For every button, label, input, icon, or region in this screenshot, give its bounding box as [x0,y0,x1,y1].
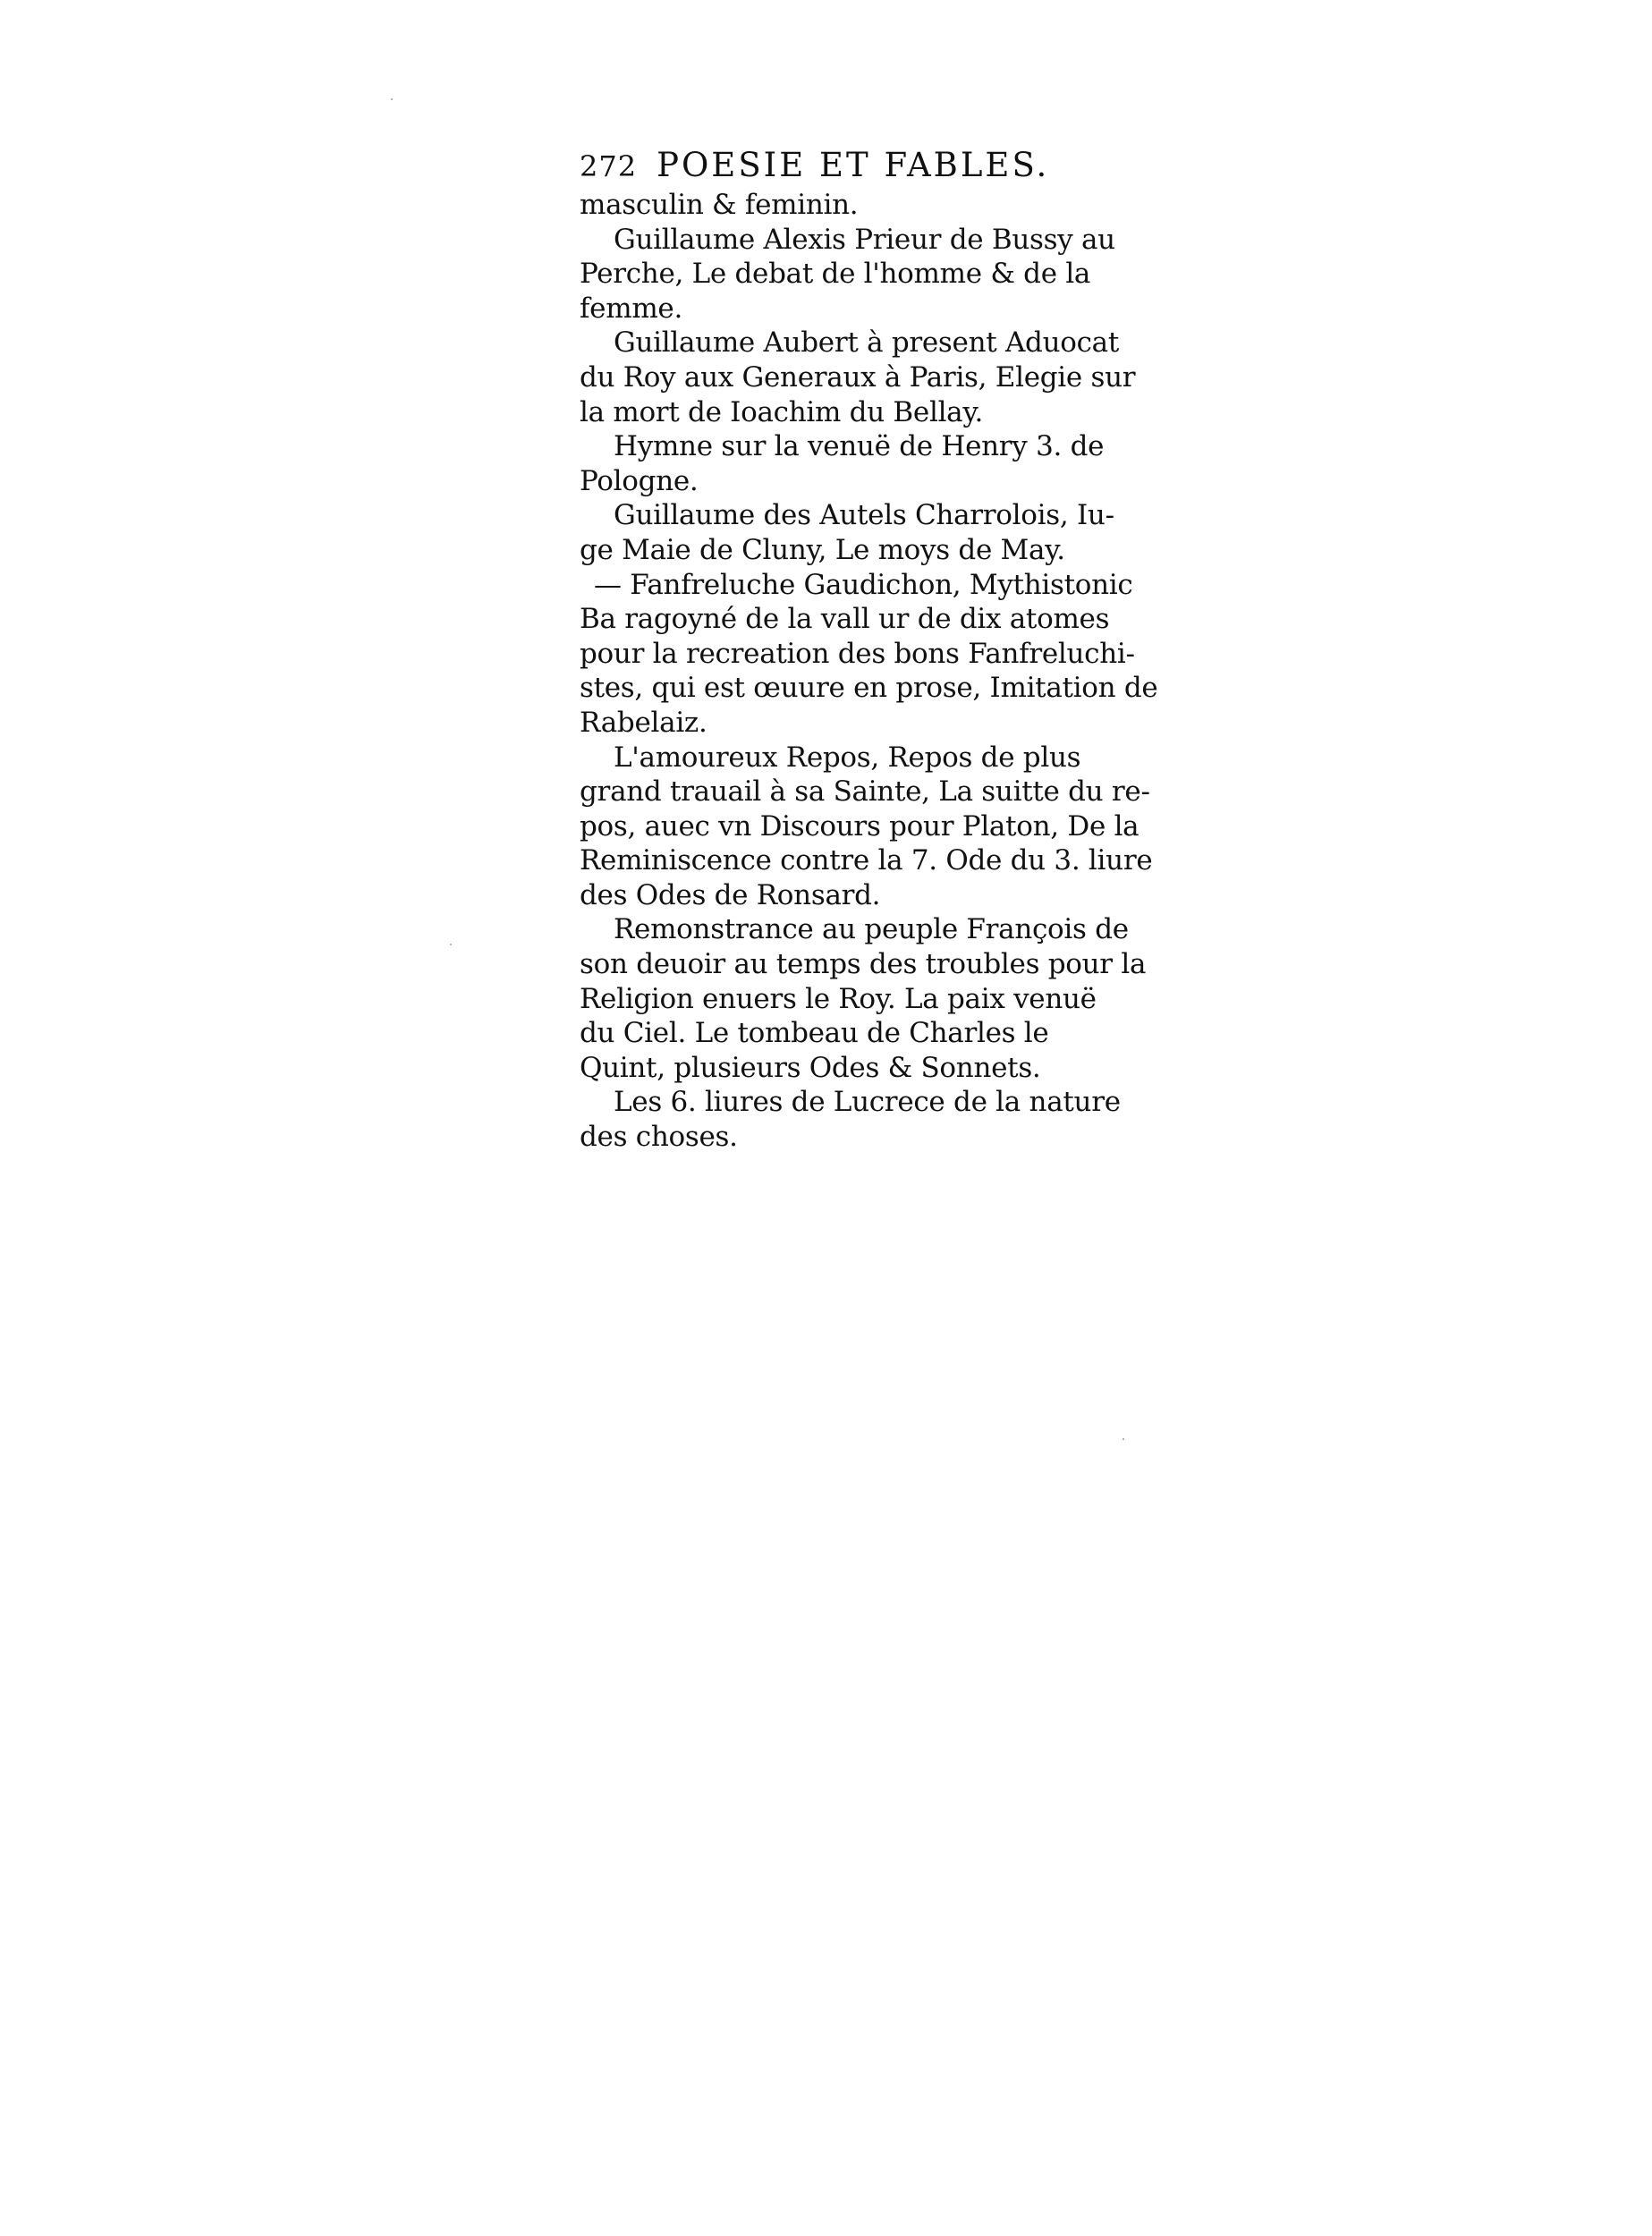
text-line: Les 6. liures de Lucrece de la nature [614,1086,1121,1119]
text-line: son deuoir au temps des troubles pour la [580,948,1147,981]
text-line: Religion enuers le Roy. La paix venuë [580,982,1097,1015]
running-title: POESIE ET FABLES. [657,146,1050,184]
text-line: la mort de Ioachim du Bellay. [580,395,984,428]
text-line: Guillaume Alexis Prieur de Bussy au [614,223,1115,256]
text-line: Remonstrance au peuple François de [614,913,1129,946]
text-line: grand trauail à sa Sainte, La suitte du re- [580,775,1150,809]
text-line: L'amoureux Repos, Repos de plus [614,741,1081,774]
paper-speck [1123,1438,1124,1440]
running-head [580,143,1116,188]
text-line: — Fanfreluche Gaudichon, Mythistonic [594,568,1133,601]
text-line: Guillaume Aubert à present Aduocat [614,326,1120,360]
text-line: Perche, Le debat de l'homme & de la [580,258,1091,291]
text-line: masculin & feminin. [580,189,859,221]
text-line: Pologne. [580,464,699,497]
text-line: femme. [580,292,683,325]
text-line: Hymne sur la venuë de Henry 3. de [614,430,1105,463]
text-line: des Odes de Ronsard. [580,878,881,911]
text-line: du Roy aux Generaux à Paris, Elegie sur [580,360,1136,394]
text-line: stes, qui est œuure en prose, Imitation de [580,672,1158,705]
text-line: Rabelaiz. [580,706,707,739]
text-line: pour la recreation des bons Fanfreluchi- [580,637,1135,670]
text-block [580,143,1158,1155]
page-number: 272 [580,149,638,183]
text-line: ge Maie de Cluny, Le moys de May. [580,533,1065,566]
text-line: des choses. [580,1121,738,1154]
text-line: Quint, plusieurs Odes & Sonnets. [580,1051,1041,1084]
text-line: pos, auec vn Discours pour Platon, De la [580,809,1139,843]
text-line: du Ciel. Le tombeau de Charles le [580,1017,1049,1050]
paper-speck [391,98,393,100]
paper-speck [450,944,452,945]
text-line: Ba ragoyné de la vall ur de dix atomes [580,603,1110,636]
text-line: Guillaume des Autels Charrolois, Iu- [614,499,1114,532]
text-line: Reminiscence contre la 7. Ode du 3. liure [580,844,1153,877]
